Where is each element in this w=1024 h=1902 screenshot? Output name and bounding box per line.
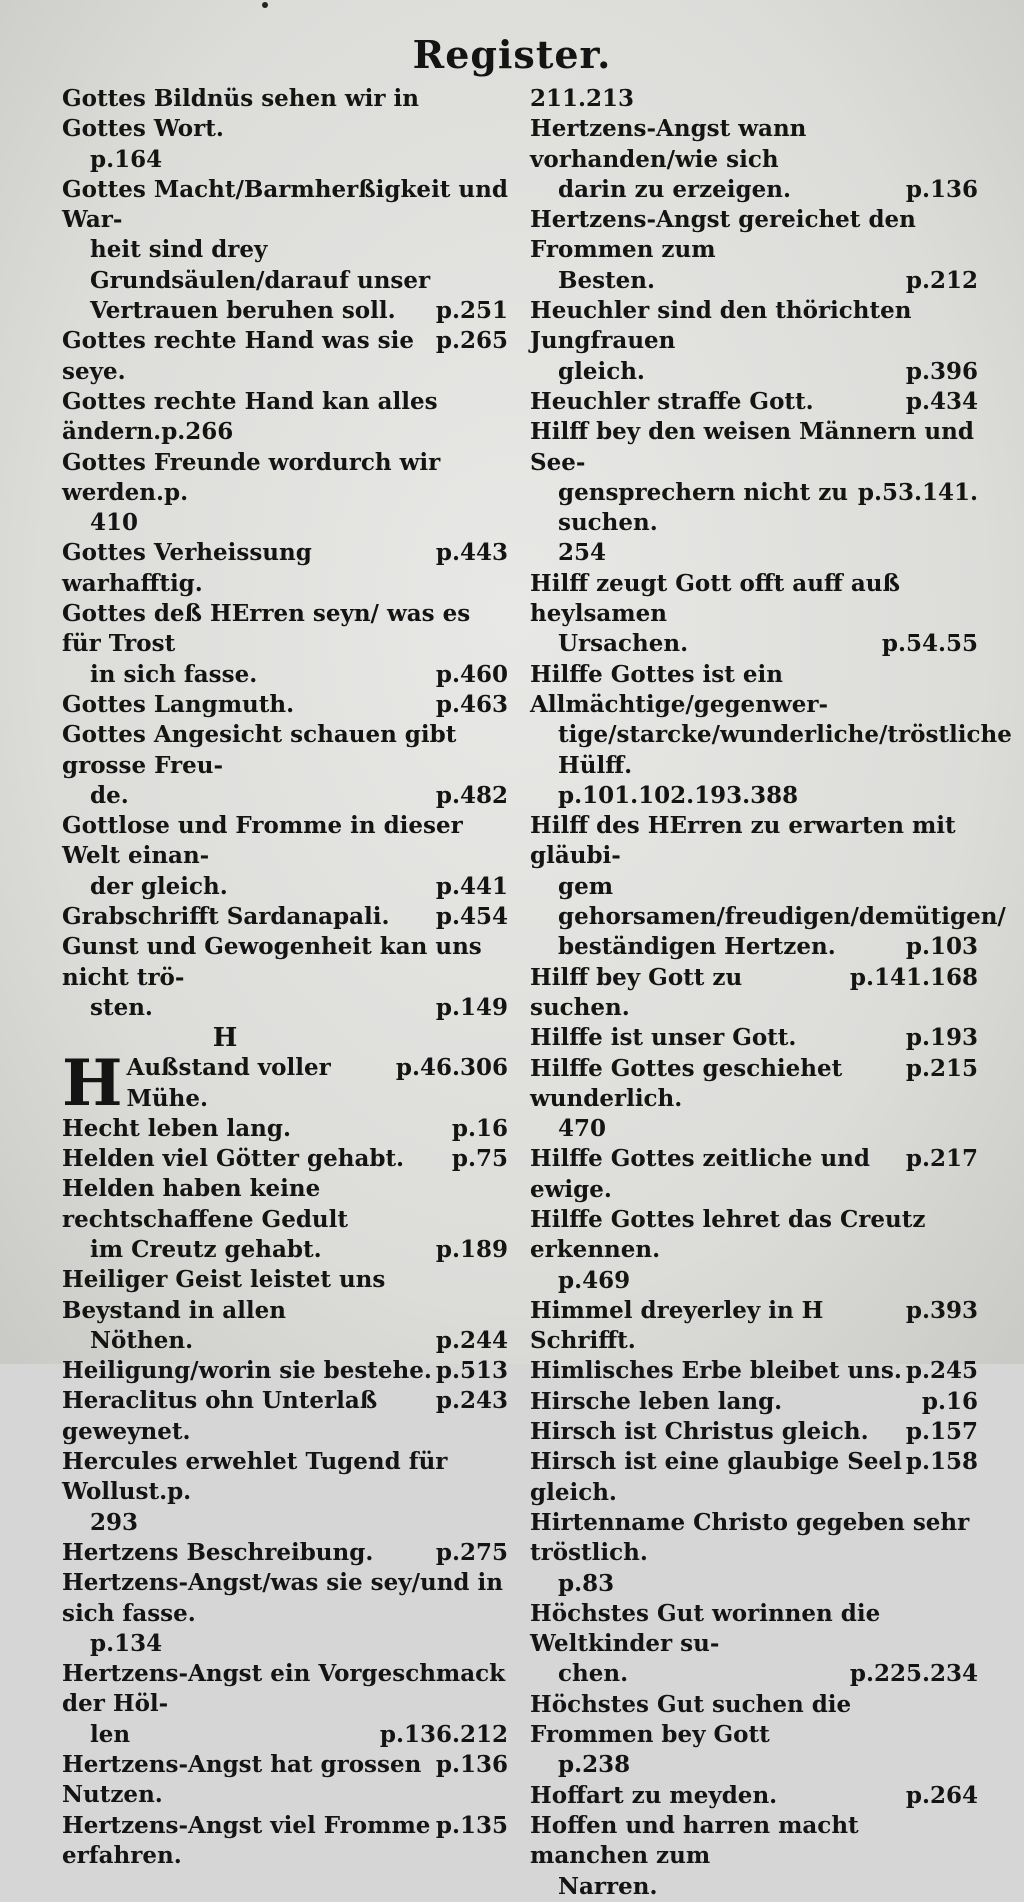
page-reference: p.244 bbox=[435, 1326, 508, 1354]
right-column bbox=[530, 84, 1012, 1902]
entry-line1: Helden haben keine rechtschaffene Gedult bbox=[62, 1175, 348, 1233]
entry-line2: p.136.212 len bbox=[62, 1720, 508, 1750]
entry-line1: Höchstes Gut worinnen die Weltkinder su- bbox=[530, 1599, 881, 1658]
page-reference: p.513 bbox=[435, 1357, 508, 1385]
entry-line1: Hertzens-Angst gereichet den Frommen zum bbox=[530, 206, 916, 264]
index-entry bbox=[62, 1659, 508, 1750]
index-entry bbox=[530, 1356, 978, 1386]
entry-line1: p.136 Hertzens-Angst hat grossen Nutzen. bbox=[62, 1751, 508, 1809]
index-entry bbox=[62, 1811, 508, 1872]
entry-line1: Hercules erwehlet Tugend für Wollust.p. bbox=[62, 1448, 448, 1506]
entry-line2: 470 bbox=[558, 1115, 607, 1143]
index-entry bbox=[530, 569, 978, 660]
entry-line1: Hilff bey den weisen Männern und See- bbox=[530, 418, 974, 476]
entry-line1: Gottes Macht/Barmherßigkeit und War- bbox=[62, 175, 508, 234]
entry-line1: Höchstes Gut suchen die Frommen bey Gott bbox=[530, 1690, 852, 1749]
entry-line2: p.238 bbox=[558, 1751, 631, 1779]
index-entry bbox=[62, 1114, 508, 1144]
index-entry bbox=[62, 175, 508, 326]
page-reference: p.265 bbox=[435, 327, 508, 355]
index-entry bbox=[530, 114, 978, 205]
page-reference: p.16 bbox=[451, 1114, 508, 1142]
entry-line2: p.225.234 chen. bbox=[530, 1659, 978, 1689]
entry-line1: Hilffe Gottes ist ein Allmächtige/gegenwer- bbox=[530, 660, 829, 718]
page-reference: p.434 bbox=[905, 387, 978, 415]
entry-line2: Narren. bbox=[558, 1872, 658, 1900]
page-header: Register. bbox=[412, 32, 612, 77]
index-entry bbox=[530, 387, 978, 417]
index-entry bbox=[62, 811, 508, 902]
page-reference: p.396 bbox=[905, 357, 978, 385]
entry-line2: gem gehorsamen/freudigen/demütigen/ bbox=[558, 872, 1006, 931]
page-reference: p.212 bbox=[905, 266, 978, 294]
entry-line2: p.482 de. bbox=[62, 781, 508, 811]
ink-dot bbox=[262, 2, 268, 8]
entry-line2: p.460 in sich fasse. bbox=[62, 660, 508, 690]
page-reference: p.215 bbox=[905, 1054, 978, 1082]
index-entry bbox=[530, 1599, 978, 1690]
entry-line1: p.434 Heuchler straffe Gott. bbox=[530, 387, 978, 417]
entry-line2: tige/starcke/wunderliche/tröstliche Hülff. bbox=[558, 721, 1012, 779]
index-entry bbox=[530, 296, 978, 387]
page-reference: p.135 bbox=[435, 1811, 508, 1839]
entry-line1: p.443 Gottes Verheissung warhafftig. bbox=[62, 539, 508, 597]
drop-cap: H bbox=[62, 1046, 123, 1122]
entry-line1: Hilff zeugt Gott offt auff auß heylsamen bbox=[530, 569, 900, 628]
index-entry bbox=[530, 1781, 978, 1811]
entry-line2: p.469 bbox=[558, 1266, 631, 1294]
entry-line1: Gottes rechte Hand kan alles ändern.p.266 bbox=[62, 387, 438, 446]
index-entry bbox=[62, 1265, 508, 1356]
index-entry bbox=[62, 387, 508, 448]
entry-line1: p.217 Hilffe Gottes zeitliche und ewige. bbox=[530, 1145, 978, 1203]
entry-line1: p.46.306 H Außstand voller Mühe. bbox=[62, 1046, 508, 1122]
entry-line2: p.83 bbox=[558, 1569, 615, 1597]
page-reference: p.157 bbox=[905, 1418, 978, 1446]
entry-line1: 211.213 bbox=[530, 85, 635, 112]
page-reference: p.103 bbox=[905, 933, 978, 961]
index-entry bbox=[62, 1447, 508, 1538]
entry-line3: p.251 Vertrauen beruhen soll. bbox=[62, 296, 508, 326]
index-entry bbox=[62, 84, 508, 175]
page-reference: p.217 bbox=[905, 1145, 978, 1173]
index-entry bbox=[530, 1690, 978, 1781]
entry-line1: Hilff des HErren zu erwarten mit gläubi- bbox=[530, 812, 956, 870]
page-reference: p.149 bbox=[435, 993, 508, 1021]
index-entry bbox=[530, 205, 978, 296]
entry-line1: p.264 Hoffart zu meyden. bbox=[530, 1781, 978, 1811]
entry-line2: p.164 bbox=[90, 145, 163, 173]
page-reference: p.141.168 bbox=[849, 963, 978, 991]
index-entry bbox=[62, 448, 508, 539]
index-entry bbox=[530, 1296, 978, 1357]
page-reference: p.75 bbox=[451, 1145, 508, 1173]
index-entry bbox=[530, 417, 978, 568]
entry-line1: Heiliger Geist leistet uns Beystand in allen bbox=[62, 1266, 386, 1324]
entry-line1: Hertzens-Angst/was sie sey/und in sich fasse. bbox=[62, 1569, 503, 1627]
entry-line1: p.265 Gottes rechte Hand was sie seye. bbox=[62, 327, 508, 385]
index-entry bbox=[530, 1508, 978, 1599]
entry-line2: p.136 darin zu erzeigen. bbox=[530, 175, 978, 205]
entry-line2: 293 bbox=[90, 1508, 139, 1536]
entry-line1: p.463 Gottes Langmuth. bbox=[62, 690, 508, 720]
index-entry bbox=[530, 1387, 978, 1417]
entry-line1: p.16 Hirsche leben lang. bbox=[530, 1387, 978, 1417]
index-entry bbox=[62, 538, 508, 599]
entry-line1: Heuchler sind den thörichten Jungfrauen bbox=[530, 297, 912, 355]
entry-line2: p.244 Nöthen. bbox=[62, 1326, 508, 1356]
entry-line1: p.75 Helden viel Götter gehabt. bbox=[62, 1144, 508, 1174]
entry-line3: 254 bbox=[558, 539, 607, 567]
entry-line1: p.158 Hirsch ist eine glaubige Seel gleich. bbox=[530, 1448, 978, 1506]
entry-line1: Gottlose und Fromme in dieser Welt einan- bbox=[62, 812, 463, 870]
entry-line1: p.275 Hertzens Beschreibung. bbox=[62, 1538, 508, 1568]
entry-line2: p.134 bbox=[90, 1629, 163, 1657]
entry-line1: Gunst und Gewogenheit kan uns nicht trö- bbox=[62, 933, 482, 991]
index-entry bbox=[62, 1356, 508, 1386]
entry-line1: p.135 Hertzens-Angst viel Fromme erfahren. bbox=[62, 1811, 508, 1869]
index-entry bbox=[62, 1174, 508, 1265]
index-entry bbox=[62, 690, 508, 720]
index-entry bbox=[530, 1447, 978, 1508]
index-entry bbox=[530, 1205, 978, 1296]
index-entry bbox=[62, 1144, 508, 1174]
page-reference: p.53.141. bbox=[857, 478, 978, 506]
entry-line1: Hoffen und harren macht manchen zum bbox=[530, 1811, 859, 1870]
entry-line1: p.393 Himmel dreyerley in H Schrifft. bbox=[530, 1296, 978, 1355]
entry-line1: p.513 Heiligung/worin sie bestehe. bbox=[62, 1356, 508, 1386]
index-entry bbox=[62, 1046, 508, 1122]
index-entry bbox=[62, 1386, 508, 1447]
index-entry bbox=[530, 1144, 978, 1205]
index-entry bbox=[62, 1568, 508, 1659]
entry-line2: p.441 der gleich. bbox=[62, 872, 508, 902]
entry-line2: p.212 Besten. bbox=[530, 266, 978, 296]
left-column bbox=[62, 84, 508, 1871]
entry-line2: 410 bbox=[90, 509, 139, 537]
entry-line1: Hertzens-Angst ein Vorgeschmack der Höl- bbox=[62, 1660, 506, 1718]
index-entry bbox=[530, 84, 978, 114]
page-reference: p.251 bbox=[435, 297, 508, 325]
index-entry bbox=[530, 1054, 978, 1145]
page-reference: p.193 bbox=[905, 1024, 978, 1052]
entry-line2: p.149 sten. bbox=[62, 993, 508, 1023]
index-entry bbox=[62, 326, 508, 387]
page-reference: p.16 bbox=[921, 1387, 978, 1415]
index-entry bbox=[62, 599, 508, 690]
page-reference: p.136 bbox=[905, 175, 978, 203]
entry-line1: p.243 Heraclitus ohn Unterlaß geweynet. bbox=[62, 1387, 508, 1445]
entry-line1: Gottes Bildnüs sehen wir in Gottes Wort. bbox=[62, 85, 420, 143]
page-reference: p.264 bbox=[905, 1781, 978, 1809]
page-reference: p.136.212 bbox=[379, 1720, 508, 1748]
index-entry bbox=[62, 1750, 508, 1811]
section-letter: H bbox=[212, 1023, 238, 1054]
entry-line1: p.454 Grabschrifft Sardanapali. bbox=[62, 902, 508, 932]
page-reference: p.463 bbox=[435, 690, 508, 718]
index-entry bbox=[530, 811, 1006, 962]
entry-line1: Gottes deß HErren seyn/ was es für Trost bbox=[62, 600, 471, 658]
entry-line2: p.189 im Creutz gehabt. bbox=[62, 1235, 508, 1265]
index-entry bbox=[62, 932, 508, 1023]
entry-line3: p.103 beständigen Hertzen. bbox=[530, 932, 978, 962]
entry-line2: heit sind drey Grundsäulen/darauf unser bbox=[90, 236, 431, 294]
entry-line1: Gottes Angesicht schauen gibt grosse Freu- bbox=[62, 721, 457, 779]
entry-line1: Gottes Freunde wordurch wir werden.p. bbox=[62, 448, 441, 506]
entry-line1: Hirtenname Christo gegeben sehr tröstlich. bbox=[530, 1508, 970, 1567]
entry-line1: p.193 Hilffe ist unser Gott. bbox=[530, 1023, 978, 1053]
page-reference: p.46.306 bbox=[395, 1054, 508, 1082]
index-entry bbox=[62, 720, 508, 811]
page-reference: p.482 bbox=[435, 781, 508, 809]
entry-line1: p.157 Hirsch ist Christus gleich. bbox=[530, 1417, 978, 1447]
entry-line1: p.215 Hilffe Gottes geschiehet wunderlich. bbox=[530, 1054, 978, 1112]
page-reference: p.275 bbox=[435, 1538, 508, 1566]
page-reference: p.243 bbox=[435, 1387, 508, 1415]
page-reference: p.443 bbox=[435, 539, 508, 567]
index-entry bbox=[530, 1417, 978, 1447]
index-entry bbox=[530, 660, 1012, 811]
page-reference: p.225.234 bbox=[849, 1660, 978, 1688]
page-reference: p.54.55 bbox=[881, 630, 978, 658]
entry-line2: p.54.55 Ursachen. bbox=[530, 629, 978, 659]
page-reference: p.158 bbox=[905, 1448, 978, 1476]
entry-line1: Hertzens-Angst wann vorhanden/wie sich bbox=[530, 115, 807, 173]
entry-line2: p.396 gleich. bbox=[530, 357, 978, 387]
entry-line1: p.245 Himlisches Erbe bleibet uns. bbox=[530, 1356, 978, 1386]
page-reference: p.136 bbox=[435, 1751, 508, 1779]
page-reference: p.460 bbox=[435, 660, 508, 688]
index-entry bbox=[62, 902, 508, 932]
entry-line1: Hilffe Gottes lehret das Creutz erkennen. bbox=[530, 1205, 926, 1264]
entry-line3: p.101.102.193.388 bbox=[558, 781, 799, 809]
index-entry bbox=[530, 963, 978, 1024]
page-reference: p.441 bbox=[435, 872, 508, 900]
entry-line1: p.141.168 Hilff bey Gott zu suchen. bbox=[530, 963, 978, 1021]
page-reference: p.245 bbox=[905, 1357, 978, 1385]
entry-line2: p.53.141. gensprechern nicht zu suchen. bbox=[558, 478, 978, 537]
index-entry bbox=[530, 1811, 978, 1902]
page-reference: p.393 bbox=[905, 1296, 978, 1324]
page-reference: p.454 bbox=[435, 903, 508, 931]
page-reference: p.189 bbox=[435, 1235, 508, 1263]
entry-line1: p.16 Hecht leben lang. bbox=[62, 1114, 508, 1144]
index-entry bbox=[530, 1023, 978, 1053]
index-entry bbox=[62, 1538, 508, 1568]
